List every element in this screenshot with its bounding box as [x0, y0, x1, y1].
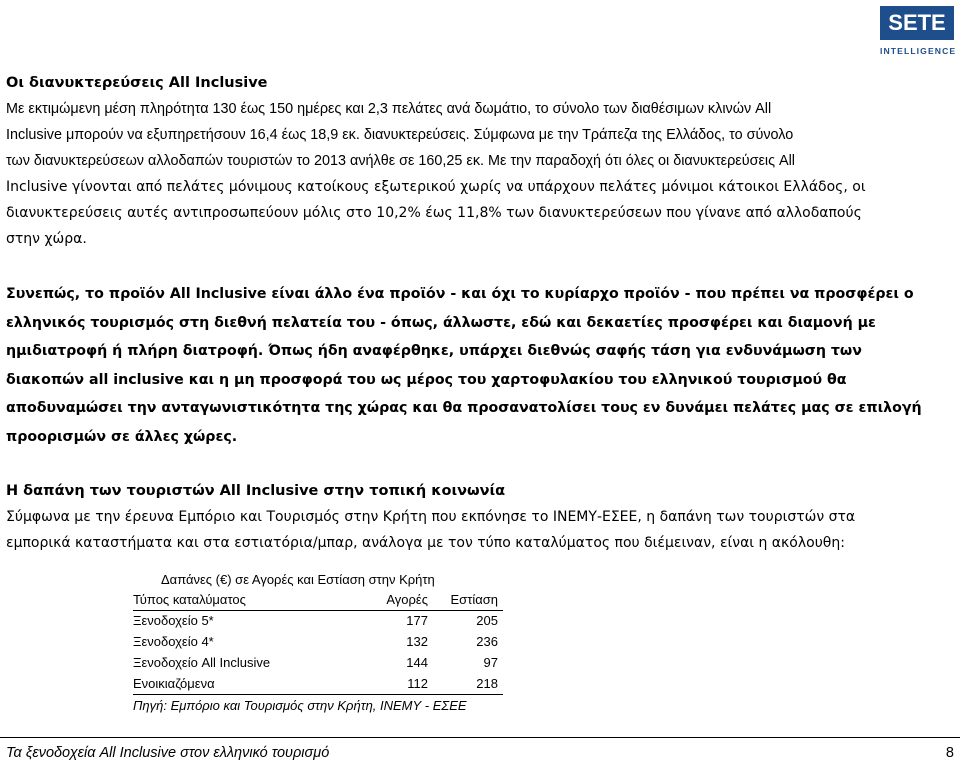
- table-row: [133, 674, 503, 695]
- table-cell: 144: [406, 655, 428, 670]
- paragraph-line: Σύμφωνα με την έρευνα Εμπόριο και Τουρισμός στην Κρήτη που εκπόνησε το ΙΝΕΜΥ-ΕΣΕΕ, η δαπάνη των τουριστών στα: [6, 508, 856, 525]
- table-title: Δαπάνες (€) σε Αγορές και Εστίαση στην Κρήτη: [161, 572, 435, 587]
- table-cell: Ξενοδοχείο All Inclusive: [133, 655, 271, 670]
- column-header: Εστίαση: [450, 592, 498, 607]
- paragraph-line: διανυκτερεύσεις αυτές αντιπροσωπεύουν μόλις στο 10,2% έως 11,8% των διανυκτερεύσεων που γίνανε από αλλοδαπούς: [6, 205, 862, 221]
- table-cell: 205: [476, 613, 498, 628]
- table-row: [133, 611, 503, 632]
- paragraph-line: εμπορικά καταστήματα και στα εστιατόρια/μπαρ, ανάλογα με τον τύπο καταλύματος που διέμειναν, είναι η ακόλουθη:: [6, 534, 845, 551]
- paragraph-line: Inclusive γίνονται από πελάτες μόνιμους κατοίκους εξωτερικού χωρίς να υπάρχουν πελάτες μόνιμοι κάτοικοι Ελλάδος, οι: [6, 179, 866, 195]
- column-header: Τύπος καταλύματος: [133, 592, 246, 607]
- section-heading-tourist-spending: Η δαπάνη των τουριστών All Inclusive στην τοπική κοινωνία: [6, 482, 506, 499]
- paragraph-line: Inclusive μπορούν να εξυπηρετήσουν 16,4 έως 18,9 εκ. διανυκτερεύσεις. Σύμφωνα με την Τράπεζα της Ελλάδος, το σύνολο: [6, 127, 794, 143]
- bold-paragraph-line: ελληνικός τουρισμός στη διεθνή πελατεία του - όπως, άλλωστε, εδώ και δεκαετίες προσφέρει και διαμονή με: [6, 314, 876, 331]
- spending-table: [133, 570, 503, 716]
- paragraph-line: Με εκτιμώμενη μέση πληρότητα 130 έως 150 ημέρες και 2,3 πελάτες ανά δωμάτιο, το σύνολο των διαθέσιμων κλινών All: [6, 101, 772, 117]
- footer-title: Τα ξενοδοχεία All Inclusive στον ελληνικό τουρισμό: [6, 745, 330, 761]
- section-heading-all-inclusive-overnights: Οι διανυκτερεύσεις All Inclusive: [6, 75, 268, 91]
- table-cell: 177: [406, 613, 428, 628]
- bold-paragraph-line: ημιδιατροφή ή πλήρη διατροφή. Όπως ήδη αναφέρθηκε, υπάρχει διεθνώς σαφής τάση για ενδυνάμωση των: [6, 343, 862, 360]
- table-header-row: [133, 590, 503, 611]
- footer-rule: [0, 737, 960, 738]
- table-row: [133, 632, 503, 653]
- table-cell: 132: [406, 634, 428, 649]
- table-source: Πηγή: Εμπόριο και Τουρισμός στην Κρήτη, ΙΝΕΜΥ - ΕΣΕΕ: [133, 698, 467, 713]
- table-cell: Ξενοδοχείο 4*: [133, 634, 214, 649]
- page-number: 8: [945, 745, 954, 761]
- table-cell: 97: [483, 655, 498, 670]
- table-row: [133, 653, 503, 674]
- table-cell: 236: [476, 634, 498, 649]
- table-cell: 112: [407, 676, 428, 691]
- sete-logo: [880, 6, 957, 64]
- paragraph-line: των διανυκτερεύσεων αλλοδαπών τουριστών το 2013 ανήλθε σε 160,25 εκ. Με την παραδοχή ότι όλες οι διανυκτερεύσεις All: [6, 153, 795, 169]
- table-cell: Ενοικιαζόμενα: [133, 676, 215, 691]
- bold-paragraph-line: αποδυναμώσει την ανταγωνιστικότητα της χώρας και θα προσανατολίσει τους εν δυνάμει πελάτες μας σε επιλογή: [6, 400, 922, 417]
- logo-brand: SETE: [880, 6, 954, 40]
- column-header: Αγορές: [386, 592, 428, 607]
- table-cell: Ξενοδοχείο 5*: [133, 613, 214, 628]
- bold-paragraph-line: διακοπών all inclusive και η μη προσφορά του ως μέρος του χαρτοφυλακίου του ελληνικού τουρισμού θα: [6, 371, 847, 388]
- bold-paragraph-line: Συνεπώς, το προϊόν All Inclusive είναι άλλο ένα προϊόν - και όχι το κυρίαρχο προϊόν - που πρέπει να προσφέρει ο: [6, 286, 914, 302]
- bold-paragraph-line: προορισμών σε άλλες χώρες.: [6, 428, 238, 445]
- paragraph-line: στην χώρα.: [6, 231, 87, 247]
- document-body: [6, 70, 958, 556]
- table-cell: 218: [476, 676, 498, 691]
- logo-subtitle: INTELLIGENCE: [880, 46, 957, 56]
